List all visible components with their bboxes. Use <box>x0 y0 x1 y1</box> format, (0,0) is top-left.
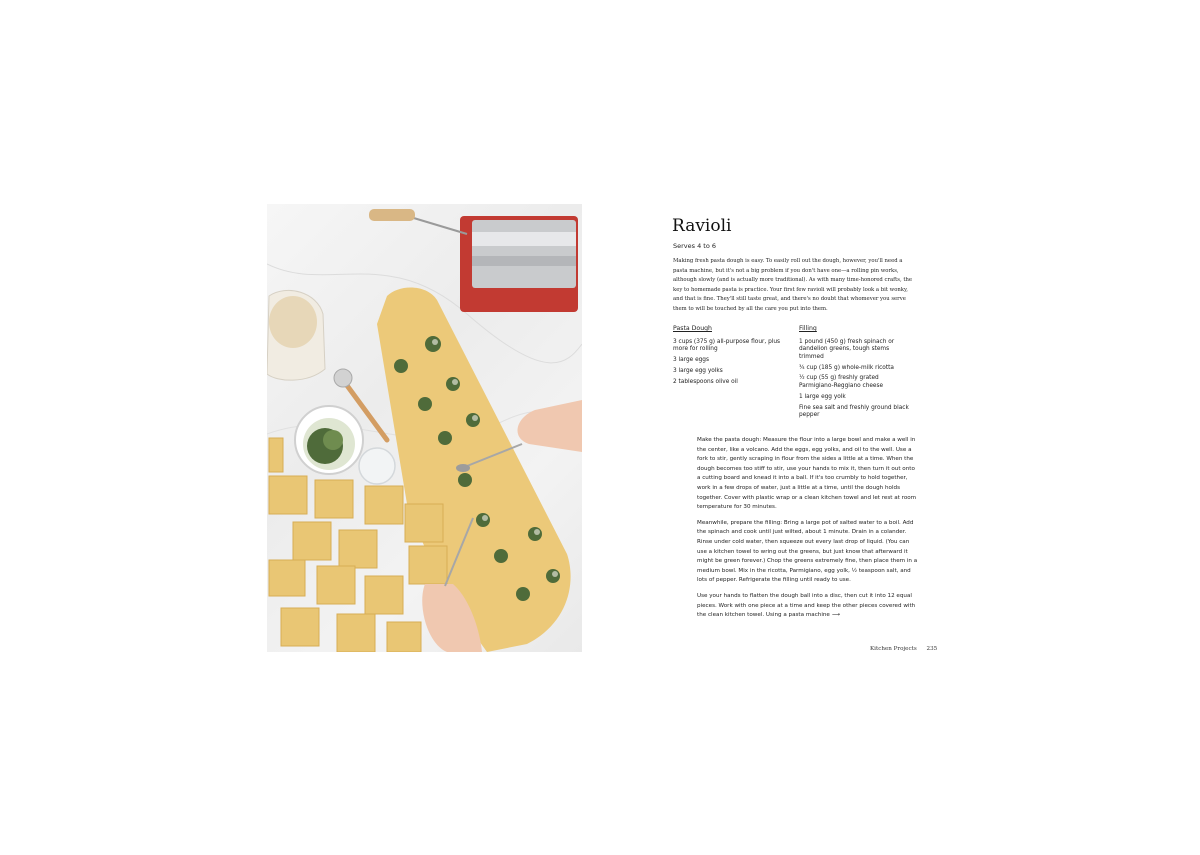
continue-arrow-icon: ⟶ <box>831 612 840 619</box>
recipe-method <box>697 436 919 627</box>
ingredient-item: 3 cups (375 g) all-purpose flour, plus more for rolling <box>673 338 781 353</box>
recipe-title: Ravioli <box>672 216 732 236</box>
ingredient-item: ½ cup (55 g) freshly grated Parmigiano-Reggiano cheese <box>799 375 884 389</box>
method-step-text: Use your hands to flatten the dough ball into a disc, then cut it into 12 equal pieces. Work with one piece at a time and keep the other pieces covered with the clean kitchen towel. Using a pasta machine <box>697 592 916 619</box>
method-step <box>697 592 919 621</box>
pasta-dough-heading: Pasta Dough <box>673 325 712 332</box>
recipe-serves: Serves 4 to 6 <box>673 242 717 250</box>
page-footer <box>870 646 937 652</box>
footer-section: Kitchen Projects <box>870 646 917 652</box>
ingredient-item: ¾ cup (185 g) whole-milk ricotta <box>799 364 894 371</box>
ingredient-item: 3 large eggs <box>673 356 710 363</box>
ravioli-photo <box>267 204 582 652</box>
filling-ingredients <box>799 325 914 423</box>
method-step: Make the pasta dough: Measure the flour into a large bowl and make a well in the center, like a volcano. Add the eggs, egg yolks, and oil to the well. Use a fork to stir, gently scraping in flour from the sides a little at a time. When the dough becomes too stiff to stir, use your hands to mix it, then turn it out onto a cutting board and knead it into a ball. If it's too crumbly to hold together, work in a few drops of water, just a little at a time, until the dough holds together. Cover with plastic wrap or a clean kitchen towel and let rest at room temperature for 30 minutes. <box>697 437 917 511</box>
ingredient-item: 1 pound (450 g) fresh spinach or dandelion greens, tough stems trimmed <box>799 338 895 360</box>
method-step: Meanwhile, prepare the filling: Bring a large pot of salted water to a boil. Add the spinach and cook until just wilted, about 1 minute. Drain in a colander. Rinse under cold water, then squeeze out every last drop of liquid. (You can use a kitchen towel to wring out the greens, but just know that afterward it might be green forever.) Chop the greens extremely fine, then place them in a medium bowl. Mix in the ricotta, Parmigiano, egg yolk, ½ teaspoon salt, and lots of pepper. Refrigerate the filling until ready to use. <box>697 519 918 584</box>
recipe-intro: Making fresh pasta dough is easy. To easily roll out the dough, however, you'll need a pasta machine, but it's not a big problem if you don't have one—a rolling pin works, although slowly (and is actually more traditional). As with many time-honored crafts, the key to homemade pasta is practice. Your first few ravioli will probably look a bit wonky, and that is fine. They'll still taste great, and there's no doubt that whomever you serve them to will be touched by all the care you put into them. <box>673 258 913 312</box>
ingredient-item: 2 tablespoons olive oil <box>673 378 738 385</box>
ingredient-item: 1 large egg yolk <box>799 393 846 400</box>
ingredient-item: 3 large egg yolks <box>673 367 723 374</box>
filling-heading: Filling <box>799 325 817 332</box>
ingredient-item: Fine sea salt and freshly ground black pepper <box>799 404 909 419</box>
pasta-dough-ingredients <box>673 325 788 389</box>
page-number: 235 <box>926 646 938 652</box>
